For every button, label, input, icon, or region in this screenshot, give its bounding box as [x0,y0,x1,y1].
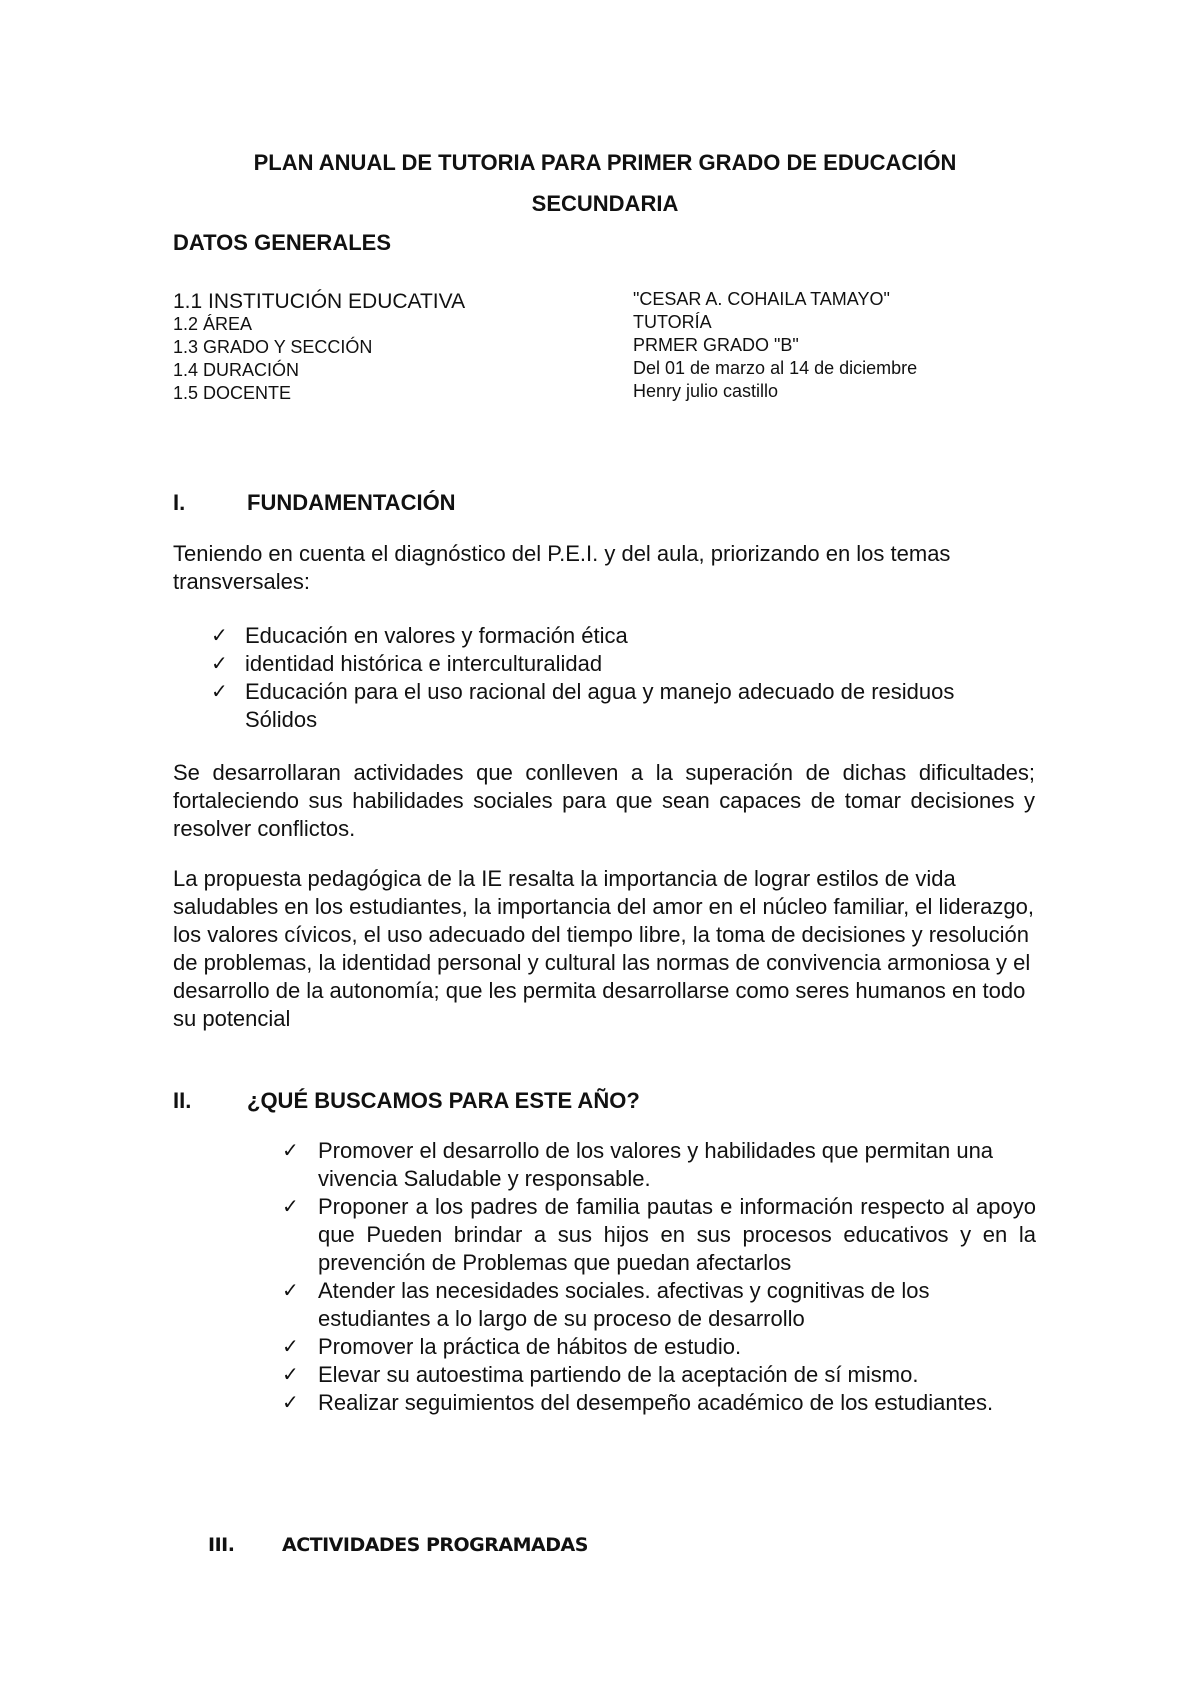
document-title [170,142,1040,224]
datos-value-institucion: "CESAR A. COHAILA TAMAYO" [633,289,890,309]
list-item: ✓ Promover la práctica de hábitos de estudio. [282,1334,742,1359]
list-item: ✓ Realizar seguimientos del desempeño académico de los estudiantes. [282,1390,994,1415]
check-mark-icon: ✓ [282,1364,299,1386]
datos-value-grado: PRMER GRADO "B" [633,335,799,355]
check-mark-icon: ✓ [211,653,228,675]
datos-label-area: 1.2 ÁREA [173,314,253,334]
datos-value-area: TUTORÍA [633,312,712,332]
check-mark-icon: ✓ [282,1336,299,1358]
datos-label-docente: 1.5 DOCENTE [173,383,292,403]
datos-value-duracion: Del 01 de marzo al 14 de diciembre [633,358,918,378]
datos-values [633,288,917,403]
title-line-2: SECUNDARIA [531,191,679,216]
list-item: ✓ Educación para el uso racional del agua y manejo adecuado de residuos Sólidos [211,679,955,732]
section-1-title: FUNDAMENTACIÓN [247,490,456,515]
section-1-checklist [173,622,993,734]
datos-value-docente: Henry julio castillo [633,381,779,401]
section-1-paragraph-1: Se desarrollaran actividades que conlleven a la superación de dichas dificultades; fortaleciendo sus habilidades sociales para que sean capaces de tomar decisiones y resolver conflictos. [173,760,1035,841]
section-3-number: III. [208,1534,235,1556]
datos-generales-heading: DATOS GENERALES [173,230,391,255]
datos-label-duracion: 1.4 DURACIÓN [173,360,300,380]
section-3-title: ACTIVIDADES PROGRAMADAS [282,1534,588,1556]
section-1-intro: Teniendo en cuenta el diagnóstico del P.E.I. y del aula, priorizando en los temas transversales: [173,541,951,594]
section-2-number: II. [173,1088,192,1113]
check-mark-icon: ✓ [282,1196,299,1218]
section-1-number: I. [173,490,186,515]
list-item: ✓ Atender las necesidades sociales. afectivas y cognitivas de los estudiantes a lo largo de su proceso de desarrollo [282,1278,930,1331]
datos-labels [173,290,465,405]
check-mark-icon: ✓ [282,1392,299,1414]
list-item: ✓ Elevar su autoestima partiendo de la aceptación de sí mismo. [282,1362,919,1387]
list-item: ✓ identidad histórica e interculturalidad [211,651,603,676]
section-1-heading [173,490,973,520]
list-item: ✓ Promover el desarrollo de los valores y habilidades que permitan una vivencia Saludable y responsable. [282,1138,994,1191]
check-mark-icon: ✓ [282,1280,299,1302]
list-item: ✓ Proponer a los padres de familia pautas e información respecto al apoyo que Pueden brindar a sus hijos en sus procesos educativos y en la prevención de Problemas que puedan afectarlos [282,1194,1036,1275]
section-2-heading [173,1088,973,1118]
check-mark-icon: ✓ [211,625,228,647]
section-1-paragraph-2: La propuesta pedagógica de la IE resalta la importancia de lograr estilos de vida saludables en los estudiantes, la importancia del amor en el núcleo familiar, el liderazgo, los valores cívicos, el uso adecuado del tiempo libre, la toma de decisiones y resolución de problemas, la identidad personal y cultural las normas de convivencia armoniosa y el desarrollo de la autonomía; que les permita desarrollarse como seres humanos en todo su potencial [173,866,1034,1031]
title-line-1: PLAN ANUAL DE TUTORIA PARA PRIMER GRADO DE EDUCACIÓN [253,150,957,175]
section-3-heading [208,1534,908,1564]
check-mark-icon: ✓ [282,1140,299,1162]
list-item: ✓ Educación en valores y formación ética [211,623,628,648]
datos-label-institucion: 1.1 INSTITUCIÓN EDUCATIVA [173,290,466,313]
check-mark-icon: ✓ [211,681,228,703]
section-2-checklist [246,1137,1036,1417]
datos-label-grado: 1.3 GRADO Y SECCIÓN [173,337,373,357]
section-2-title: ¿QUÉ BUSCAMOS PARA ESTE AÑO? [247,1088,640,1113]
